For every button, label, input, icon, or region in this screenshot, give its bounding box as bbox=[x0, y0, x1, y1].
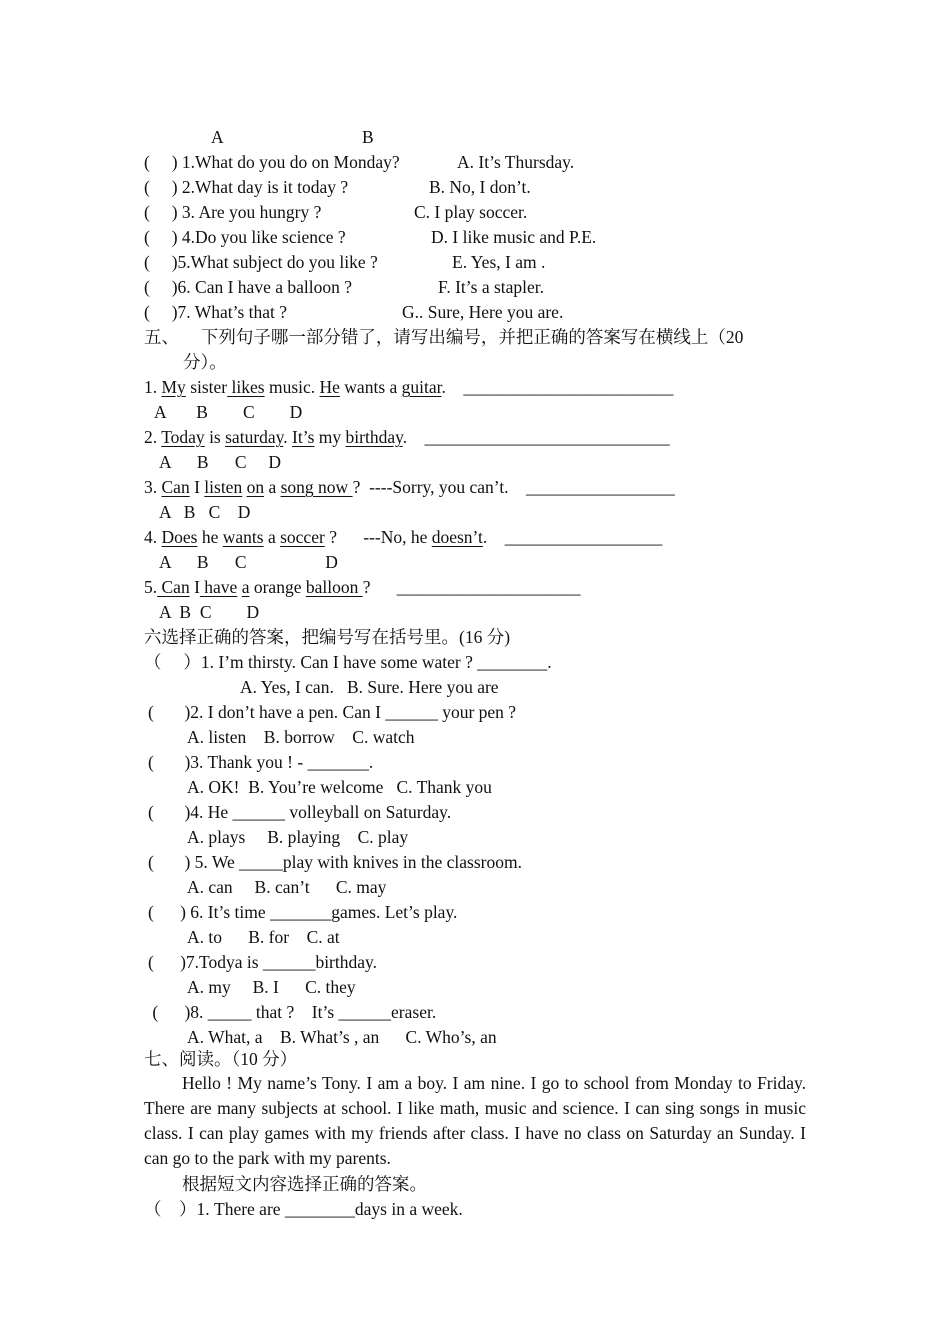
matching-question: ( ) 3. Are you hungry ? bbox=[144, 202, 322, 222]
error-sentence-4: 4. Does he wants a soccer ? ---No, he doesn’t. __________________ bbox=[144, 527, 663, 547]
mc-question: ( ) 5. We _____play with knives in the classroom. bbox=[148, 852, 522, 872]
mc-options: A. Yes, I can. B. Sure. Here you are bbox=[240, 677, 499, 697]
reading-instruction: 根据短文内容选择正确的答案。 bbox=[182, 1174, 427, 1194]
section-7-title: 七、阅读。（10 分） bbox=[144, 1049, 298, 1069]
section-5-title: 五、 下列句子哪一部分错了，请写出编号，并把正确的答案写在横线上（20 bbox=[144, 327, 744, 347]
matching-question: ( ) 2.What day is it today ? bbox=[144, 177, 349, 197]
error-sentence-5: 5. Can I have a orange balloon ? _____________________ bbox=[144, 577, 581, 597]
matching-answer: G.. Sure, Here you are. bbox=[402, 302, 564, 322]
error-sentence-3: 3. Can I listen on a song now ? ----Sorry, you can’t. _________________ bbox=[144, 477, 675, 497]
matching-answer: A. It’s Thursday. bbox=[457, 152, 575, 172]
mc-options: A. OK! B. You’re welcome C. Thank you bbox=[187, 777, 492, 797]
matching-question: ( ) 4.Do you like science ? bbox=[144, 227, 346, 247]
reading-passage: Hello ! My name’s Tony. I am a boy. I am nine. I go to school from Monday to Friday. There are many subjects at school. I like math, music and science. I can sing songs in music class. I can play games with my friends after class. I have no class on Saturday an Sunday. I can go to the park with my parents. bbox=[144, 1073, 806, 1168]
mc-question: （ ）1. I’m thirsty. Can I have some water ? ________. bbox=[144, 652, 552, 672]
mc-options: A. listen B. borrow C. watch bbox=[187, 727, 415, 747]
mc-options: A. What, a B. What’s , an C. Who’s, an bbox=[187, 1027, 497, 1047]
mc-question: ( )7.Todya is ______birthday. bbox=[148, 952, 377, 972]
mc-options: A. can B. can’t C. may bbox=[187, 877, 387, 897]
mc-options: A. my B. I C. they bbox=[187, 977, 356, 997]
error-sentence-1: 1. My sister likes music. He wants a guitar. ________________________ bbox=[144, 377, 674, 397]
error-labels: A B C D bbox=[159, 552, 338, 572]
matching-question: ( ) 1.What do you do on Monday? bbox=[144, 152, 400, 172]
mc-question: ( )4. He ______ volleyball on Saturday. bbox=[148, 802, 452, 822]
matching-answer: B. No, I don’t. bbox=[429, 177, 531, 197]
matching-question: ( )5.What subject do you like ? bbox=[144, 252, 378, 272]
column-a-header: A bbox=[211, 127, 224, 147]
error-labels: A B C D bbox=[159, 602, 260, 622]
mc-question: ( )8. _____ that ? It’s ______eraser. bbox=[148, 1002, 437, 1022]
matching-answer: E. Yes, I am . bbox=[452, 252, 546, 272]
mc-question: ( )2. I don’t have a pen. Can I ______ your pen ? bbox=[148, 702, 517, 722]
error-labels: A B C D bbox=[159, 502, 251, 522]
matching-answer: F. It’s a stapler. bbox=[438, 277, 545, 297]
reading-question: （ ）1. There are ________days in a week. bbox=[144, 1199, 463, 1219]
mc-options: A. plays B. playing C. play bbox=[187, 827, 409, 847]
error-labels: A B C D bbox=[159, 452, 282, 472]
section-5-title-cont: 分）。 bbox=[183, 352, 227, 372]
error-sentence-2: 2. Today is saturday. It’s my birthday. ____________________________ bbox=[144, 427, 670, 447]
matching-answer: C. I play soccer. bbox=[414, 202, 528, 222]
matching-question: ( )7. What’s that ? bbox=[144, 302, 288, 322]
column-b-header: B bbox=[362, 127, 374, 147]
matching-answer: D. I like music and P.E. bbox=[431, 227, 597, 247]
mc-options: A. to B. for C. at bbox=[187, 927, 340, 947]
matching-question: ( )6. Can I have a balloon ? bbox=[144, 277, 352, 297]
mc-question: ( )3. Thank you ! - _______. bbox=[148, 752, 374, 772]
error-labels: A B C D bbox=[154, 402, 303, 422]
mc-question: ( ) 6. It’s time _______games. Let’s play. bbox=[148, 902, 458, 922]
section-6-title: 六选择正确的答案，把编号写在括号里。(16 分) bbox=[144, 627, 511, 647]
